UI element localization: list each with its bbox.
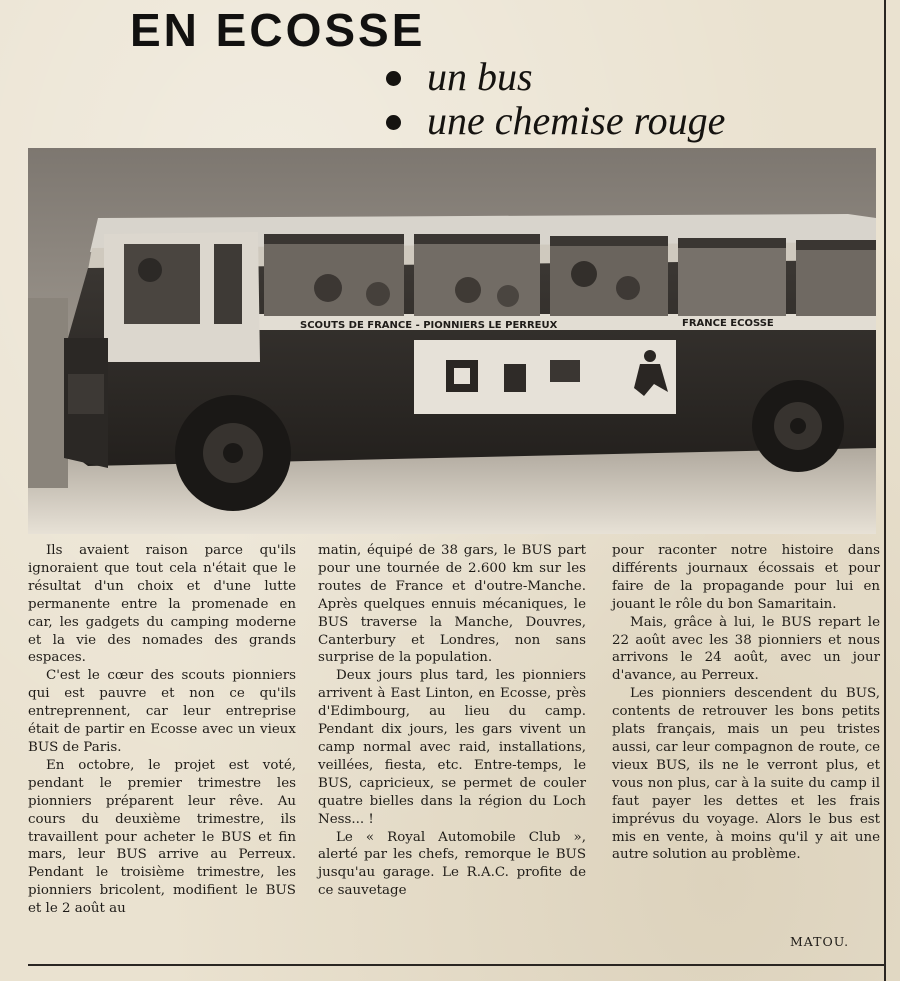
paragraph: Ils avaient raison parce qu'ils ignoraient que tout cela n'était que le résultat d'un choix et d'une lutte permanente entre la promenade en car, les gadgets du camping moderne et la vie des nomades des grands espaces. [28,543,296,666]
column-rule-right [884,0,886,981]
bullet-icon [386,115,401,130]
paragraph: C'est le cœur des scouts pionniers qui est pauvre et non ce qu'ils entreprennent, car leur entreprise était de partir en Ecosse avec un vieux BUS de Paris. [28,668,296,755]
paragraph: matin, équipé de 38 gars, le BUS part pour une tournée de 2.600 km sur les routes de France et d'outre-Manche. Après quelques ennuis mécaniques, le BUS traverse la Manche, Douvres, Canterbury et Londres, non sans surprise de la population. [318,543,586,666]
bus-lettering: SCOUTS DE FRANCE - PIONNIERS LE PERREUX [300,320,558,331]
paragraph: En octobre, le projet est voté, pendant le premier trimestre les pionniers préparent leur rêve. Au cours du deuxième trimestre, ils travaillent pour acheter le BUS et fin mars, leur BUS arrive au Perreux. Pendant le troisième trimestre, les pionniers bricolent, modifient le BUS et le 2 août au [28,757,296,917]
subtitle-text: une chemise rouge [427,98,726,143]
subtitle-text: un bus [427,54,533,99]
article-column-2 [318,542,586,900]
article-column-3 [612,542,880,864]
column-rule-bottom [28,964,884,966]
bus-photo [28,148,876,534]
paragraph: Deux jours plus tard, les pionniers arrivent à East Linton, en Ecosse, près d'Edimbourg, au lieu du camp. Pendant dix jours, les gars vivent un camp normal avec raid, installations, veillées, fiesta, etc. Entre-temps, le BUS, capricieux, se permet de couler quatre bielles dans la région du Loch Ness... ! [318,668,586,827]
headline: EN ECOSSE [130,4,426,56]
paragraph: Les pionniers descendent du BUS, contents de retrouver les bons petits plats français, mais un peu tristes aussi, car leur compagnon de route, ce vieux BUS, ils ne le verront plus, et vous non plus, car à la suite du camp il faut payer les dettes et les frais imprévus du voyage. Alors le bus est mis en vente, à moins qu'il y ait une autre solution au problème. [612,686,880,863]
paragraph: Le « Royal Automobile Club », alerté par les chefs, remorque le BUS jusqu'au garage. Le R.A.C. profite de ce sauvetage [318,829,586,899]
subtitle-bus [386,54,533,100]
bus-lettering-destination: FRANCE ECOSSE [682,318,774,329]
subtitle-chemise [386,98,725,144]
author-signature: MATOU. [790,934,850,949]
bullet-icon [386,71,401,86]
article-column-1 [28,542,296,918]
paragraph: pour raconter notre histoire dans différents journaux écossais et pour faire de la propagande pour lui en jouant le rôle du bon Samaritain. [612,543,880,612]
paragraph: Mais, grâce à lui, le BUS repart le 22 août avec les 38 pionniers et nous arrivons le 24 août, avec un jour d'avance, au Perreux. [612,614,880,684]
